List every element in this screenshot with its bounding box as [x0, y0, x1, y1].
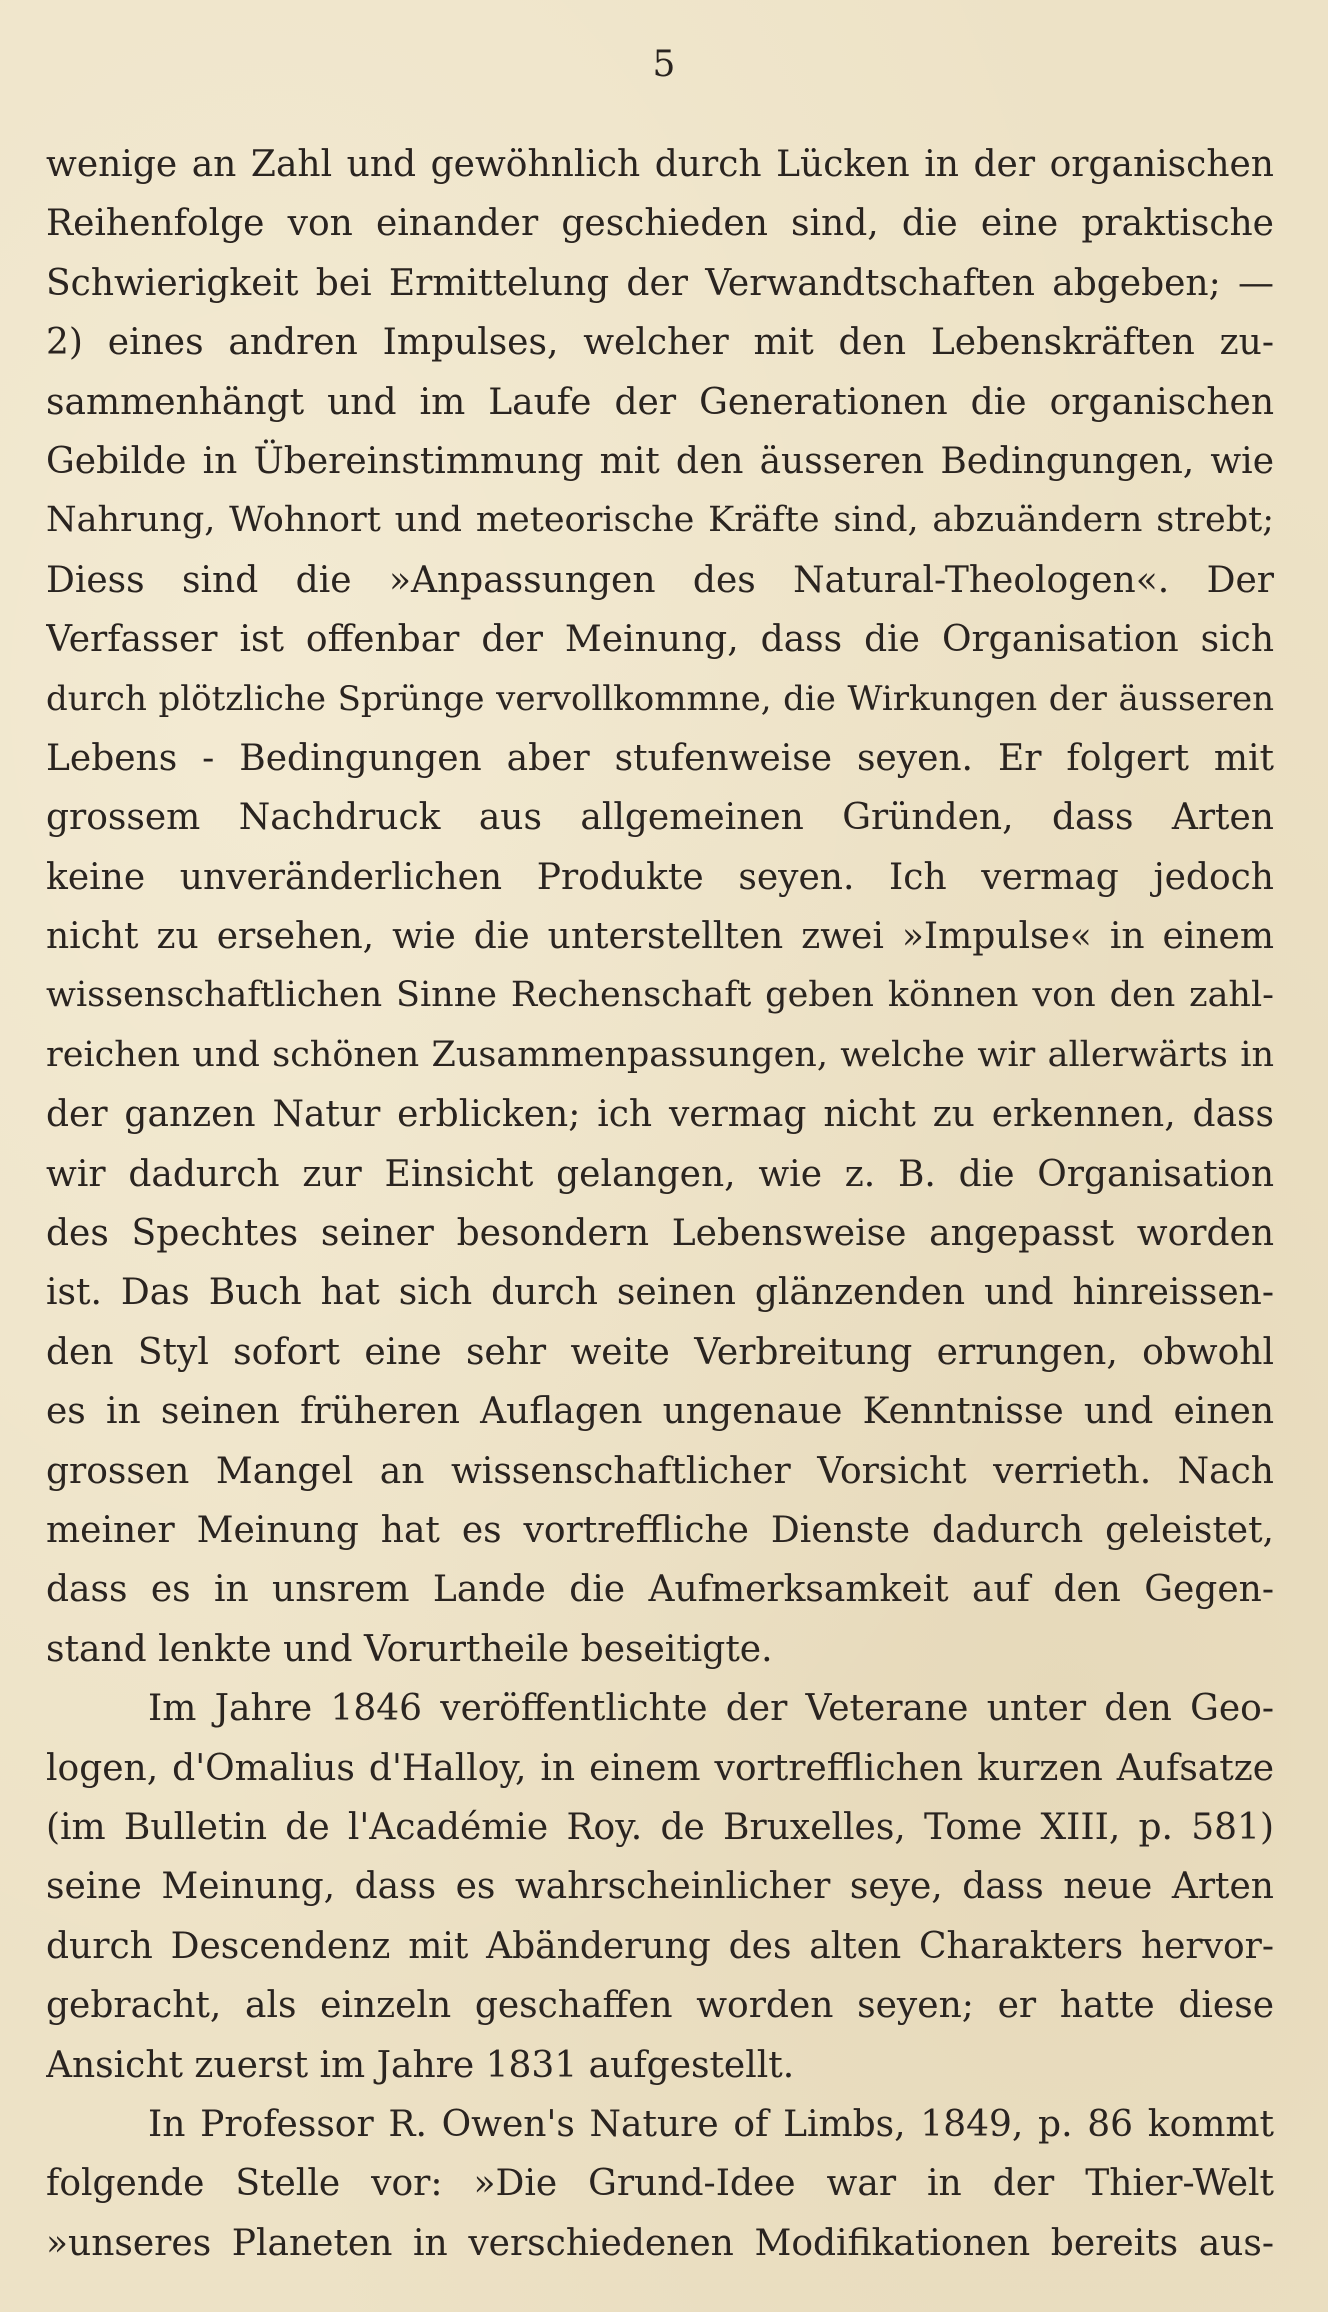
text-line: Schwierigkeit bei Ermittelung der Verwandtschaften abgeben; —: [46, 262, 1274, 304]
text-line: logen, d'Omalius d'Halloy, in einem vortrefflichen kurzen Aufsatze: [46, 1747, 1274, 1789]
text-line: »unseres Planeten in verschiedenen Modifikationen bereits aus-: [46, 2222, 1274, 2264]
text-line: folgende Stelle vor: »Die Grund-Idee war in der Thier-Welt: [46, 2163, 1274, 2205]
text-line: Im Jahre 1846 veröffentlichte der Veterane unter den Geo-: [148, 1688, 1274, 1730]
text-line: Diess sind die »Anpassungen des Natural-Theologen«. Der: [46, 559, 1274, 601]
text-line: meiner Meinung hat es vortreffliche Dienste dadurch geleistet,: [46, 1509, 1274, 1551]
text-line: wenige an Zahl und gewöhnlich durch Lücken in der organischen: [46, 144, 1274, 185]
text-line: grossen Mangel an wissenschaftlicher Vorsicht verrieth. Nach: [46, 1450, 1274, 1492]
text-line: den Styl sofort eine sehr weite Verbreitung errungen, obwohl: [46, 1331, 1274, 1373]
text-line: durch Descendenz mit Abänderung des alten Charakters hervor-: [46, 1925, 1274, 1967]
text-line: reichen und schönen Zusammenpassungen, welche wir allerwärts in: [46, 1034, 1274, 1075]
text-line: Verfasser ist offenbar der Meinung, dass die Organisation sich: [46, 619, 1274, 661]
text-line: stand lenkte und Vorurtheile beseitigte.: [46, 1628, 773, 1670]
text-line: Lebens - Bedingungen aber stufenweise seyen. Er folgert mit: [46, 737, 1274, 779]
text-line: wir dadurch zur Einsicht gelangen, wie z. B. die Organisation: [46, 1153, 1274, 1195]
text-line: nicht zu ersehen, wie die unterstellten zwei »Impulse« in einem: [46, 916, 1274, 958]
text-line: ist. Das Buch hat sich durch seinen glänzenden und hinreissen-: [46, 1272, 1274, 1314]
text-line: der ganzen Natur erblicken; ich vermag nicht zu erkennen, dass: [46, 1094, 1274, 1136]
text-line: es in seinen früheren Auflagen ungenaue Kenntnisse und einen: [46, 1391, 1274, 1433]
text-line: In Professor R. Owen's Nature of Limbs, 1849, p. 86 kommt: [148, 2103, 1274, 2145]
text-line: keine unveränderlichen Produkte seyen. Ich vermag jedoch: [46, 856, 1274, 898]
body-text: [46, 135, 1274, 2273]
text-line: Nahrung, Wohnort und meteorische Kräfte sind, abzuändern strebt;: [46, 500, 1274, 541]
text-line: gebracht, als einzeln geschaffen worden seyen; er hatte diese: [46, 1985, 1274, 2027]
text-line: durch plötzliche Sprünge vervollkommne, die Wirkungen der äusseren: [46, 678, 1274, 719]
text-line: Ansicht zuerst im Jahre 1831 aufgestellt.: [46, 2044, 795, 2086]
text-line: dass es in unsrem Lande die Aufmerksamkeit auf den Gegen-: [46, 1569, 1274, 1611]
text-line: Reihenfolge von einander geschieden sind, die eine praktische: [46, 203, 1274, 245]
text-line: 2) eines andren Impulses, welcher mit den Lebenskräften zu-: [46, 322, 1274, 364]
text-line: sammenhängt und im Laufe der Generationen die organischen: [46, 381, 1274, 423]
text-line: grossem Nachdruck aus allgemeinen Gründen, dass Arten: [46, 797, 1274, 839]
text-line: des Spechtes seiner besondern Lebensweise angepasst worden: [46, 1213, 1274, 1255]
page-number: 5: [652, 44, 676, 85]
text-line: Gebilde in Übereinstimmung mit den äusseren Bedingungen, wie: [46, 440, 1274, 482]
text-line: seine Meinung, dass es wahrscheinlicher seye, dass neue Arten: [46, 1866, 1274, 1908]
text-line: wissenschaftlichen Sinne Rechenschaft geben können von den zahl-: [46, 975, 1274, 1016]
text-line: (im Bulletin de l'Académie Roy. de Bruxelles, Tome XIII, p. 581): [46, 1806, 1274, 1848]
